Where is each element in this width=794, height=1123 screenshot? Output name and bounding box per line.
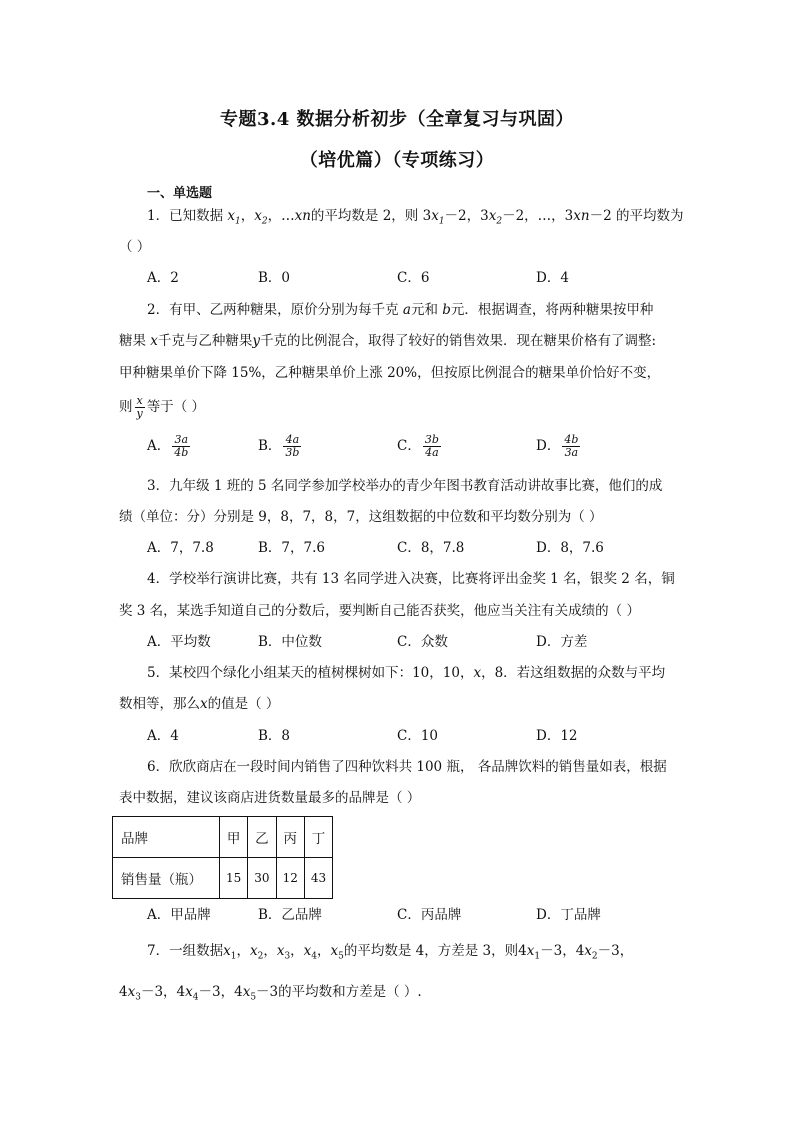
q4-option-d: D．方差	[536, 634, 588, 650]
question-2-line-2: 糖果 x千克与乙种糖果y千克的比例混合，取得了较好的销售效果．现在糖果价格有了调整:	[119, 333, 657, 349]
table-cell: 30	[248, 858, 276, 899]
q6-option-b: B．乙品牌	[258, 907, 322, 923]
question-6-line-1: 6．欣欣商店在一段时间内销售了四种饮料共 100 瓶， 各品牌饮料的销售量如表，根据	[147, 759, 667, 775]
q6-option-a: A．甲品牌	[147, 907, 211, 923]
q4-option-c: C．众数	[397, 634, 448, 650]
table-cell: 15	[220, 858, 248, 899]
title-line-2: （培优篇）（专项练习）	[299, 150, 495, 171]
question-2-line-1: 2．有甲、乙两种糖果，原价分别为每千克 a元和 b元．根据调查，将两种糖果按甲种	[147, 302, 654, 318]
title-line-1: 专题3.4 数据分析初步（全章复习与巩固）	[219, 109, 575, 130]
q1-option-d: D．4	[536, 270, 569, 286]
q5-option-c: C．10	[397, 728, 439, 744]
q1-option-b: B．0	[258, 270, 291, 286]
question-1-line-2: （ ）	[119, 239, 151, 255]
table-header-row	[113, 817, 333, 858]
question-5-line-1: 5．某校四个绿化小组某天的植树棵树如下：10，10，x，8．若这组数据的众数与平均	[147, 665, 666, 681]
table-cell: 甲	[220, 817, 248, 858]
question-2-line-4: 则 $\frac{x}{y}$ 等于（ ）	[119, 394, 206, 420]
table-cell: 品牌	[113, 817, 220, 858]
question-7-line-1: 7．一组数据$x_1$，$x_2$，$x_3$，$x_4$，$x_5$的平均数是 4，方差是 3，则$4x_1-3$，$4x_2-3$，	[147, 943, 634, 962]
q2-option-c: C． $\frac{3b}{4a}$	[397, 433, 439, 459]
q3-option-b: B．7，7.6	[258, 540, 325, 556]
question-1-line-1: 1．已知数据 $x_1$，$x_2$，…xn的平均数是 2，则 $3x_1-2$，$3x_2-2$，…，3xn－2 的平均数为	[147, 208, 684, 227]
table-cell: 销售量（瓶）	[113, 858, 220, 899]
table-row	[113, 858, 333, 899]
question-7-line-2: $4x_3-3$，$4x_4-3$，$4x_5-3$的平均数和方差是（ ）.	[119, 984, 422, 1003]
question-4-line-1: 4．学校举行演讲比赛，共有 13 名同学进入决赛，比赛将评出金奖 1 名，银奖 2 名，铜	[147, 571, 675, 587]
q2-option-d: D． $\frac{4b}{3a}$	[536, 433, 579, 459]
section-heading: 一、单选题	[147, 186, 213, 201]
q4-option-a: A．平均数	[147, 634, 211, 650]
q1-option-a: A．2	[147, 270, 179, 286]
question-3-line-2: 绩（单位：分）分别是 9，8，7，8，7，这组数据的中位数和平均数分别为（ ）	[119, 509, 603, 525]
table-cell: 12	[276, 858, 304, 899]
fraction-x-over-y: $\frac{x}{y}$	[136, 394, 143, 420]
q3-option-c: C．8，7.8	[397, 540, 465, 556]
question-5-line-2: 数相等，那么x的值是（ ）	[119, 696, 280, 712]
table-cell: 丁	[304, 817, 332, 858]
q3-option-d: D．8，7.6	[536, 540, 604, 556]
q3-option-a: A．7，7.8	[147, 540, 214, 556]
table-cell: 43	[304, 858, 332, 899]
q1-option-c: C．6	[397, 270, 430, 286]
q6-option-c: C．丙品牌	[397, 907, 462, 923]
q5-option-b: B．8	[258, 728, 291, 744]
question-4-line-2: 奖 3 名，某选手知道自己的分数后，要判断自己能否获奖，他应当关注有关成绩的（ ）	[119, 603, 640, 619]
q2-option-a: A． $\frac{3a}{4b}$	[147, 433, 189, 459]
q6-option-d: D．丁品牌	[536, 907, 601, 923]
table-cell: 丙	[276, 817, 304, 858]
sales-table	[112, 816, 333, 899]
table-cell: 乙	[248, 817, 276, 858]
q2-option-b: B． $\frac{4a}{3b}$	[258, 433, 300, 459]
question-3-line-1: 3．九年级 1 班的 5 名同学参加学校举办的青少年图书教育活动讲故事比赛，他们的成	[147, 478, 663, 494]
question-2-line-3: 甲种糖果单价下降 15%，乙种糖果单价上涨 20%，但按原比例混合的糖果单价恰好不变，	[119, 365, 661, 381]
q5-option-d: D．12	[536, 728, 578, 744]
question-6-line-2: 表中数据，建议该商店进货数量最多的品牌是（ ）	[119, 790, 421, 806]
q4-option-b: B．中位数	[258, 634, 322, 650]
q5-option-a: A．4	[147, 728, 179, 744]
